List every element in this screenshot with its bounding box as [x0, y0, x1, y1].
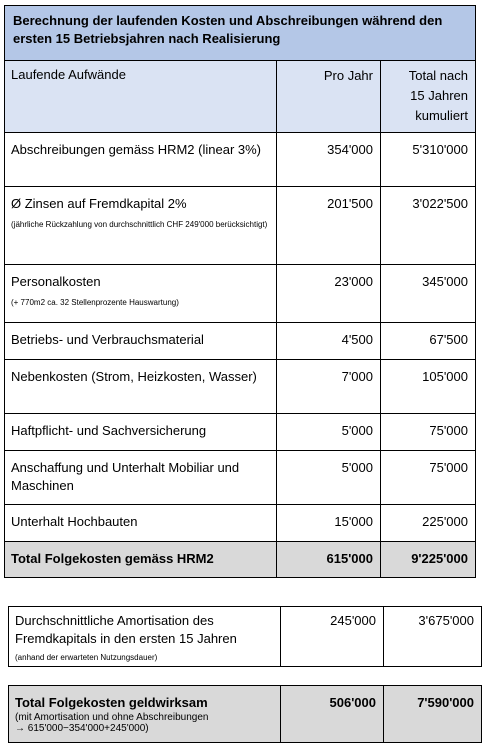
geldwirksam-sub1: (mit Amortisation und ohne Abschreibungen [15, 712, 209, 723]
row-total: 3'022'500 [381, 187, 476, 265]
row-label: Anschaffung und Unterhalt Mobiliar und Maschinen [5, 451, 277, 505]
geldwirksam-table [8, 685, 482, 743]
geldwirksam-label: Total Folgekosten geldwirksam [15, 695, 208, 710]
row-per-year: 23'000 [277, 265, 381, 323]
total-cumulative: 9'225'000 [381, 542, 476, 578]
row-total: 105'000 [381, 360, 476, 414]
geldwirksam-per-year: 506'000 [281, 686, 384, 743]
header-total-line1: Total nach [408, 68, 468, 83]
amortisation-note: (anhand der erwarteten Nutzungsdauer) [15, 653, 158, 662]
table-row [5, 265, 476, 323]
row-label: Betriebs- und Verbrauchsmaterial [5, 323, 277, 360]
header-col-total [381, 61, 476, 133]
geldwirksam-sub2: → 615'000−354'000+245'000) [15, 723, 149, 734]
total-per-year: 615'000 [277, 542, 381, 578]
row-note: (jährliche Rückzahlung von durchschnittlich CHF 249'000 berücksichtigt) [11, 220, 268, 229]
amortisation-label: Durchschnittliche Amortisation des Fremdkapitals in den ersten 15 Jahren [15, 613, 237, 646]
header-total-line2: 15 Jahren [410, 88, 468, 103]
row-total: 5'310'000 [381, 133, 476, 187]
table-row [5, 187, 476, 265]
header-col-label: Laufende Aufwände [5, 61, 277, 133]
header-row [5, 61, 476, 133]
row-per-year: 4'500 [277, 323, 381, 360]
row-per-year: 15'000 [277, 505, 381, 542]
amortisation-row [9, 607, 482, 667]
row-total: 345'000 [381, 265, 476, 323]
row-label-cell [5, 265, 277, 323]
row-label: Ø Zinsen auf Fremdkapital 2% [11, 196, 187, 211]
header-col-per-year: Pro Jahr [277, 61, 381, 133]
amortisation-per-year: 245'000 [281, 607, 384, 667]
table-row [5, 133, 476, 187]
row-per-year: 354'000 [277, 133, 381, 187]
table-row [5, 505, 476, 542]
table-row [5, 360, 476, 414]
row-label: Haftpflicht- und Sachversicherung [5, 414, 277, 451]
table-row [5, 323, 476, 360]
geldwirksam-label-cell [9, 686, 281, 743]
cost-table [4, 5, 476, 578]
row-per-year: 201'500 [277, 187, 381, 265]
geldwirksam-row [9, 686, 482, 743]
total-row [5, 542, 476, 578]
row-note: (+ 770m2 ca. 32 Stellenprozente Hauswartung) [11, 298, 179, 307]
amortisation-total: 3'675'000 [384, 607, 482, 667]
header-total-line3: kumuliert [415, 108, 468, 123]
row-per-year: 5'000 [277, 414, 381, 451]
table-title: Berechnung der laufenden Kosten und Abschreibungen während den ersten 15 Betriebsjahren nach Realisierung [5, 6, 476, 61]
amortisation-label-cell [9, 607, 281, 667]
row-label: Personalkosten [11, 274, 101, 289]
total-label: Total Folgekosten gemäss HRM2 [5, 542, 277, 578]
row-per-year: 7'000 [277, 360, 381, 414]
amortisation-table [8, 606, 482, 667]
table-row [5, 451, 476, 505]
geldwirksam-total: 7'590'000 [384, 686, 482, 743]
row-total: 67'500 [381, 323, 476, 360]
row-per-year: 5'000 [277, 451, 381, 505]
row-total: 75'000 [381, 451, 476, 505]
table-row [5, 414, 476, 451]
row-label: Unterhalt Hochbauten [5, 505, 277, 542]
row-total: 75'000 [381, 414, 476, 451]
row-label-cell [5, 187, 277, 265]
row-label: Abschreibungen gemäss HRM2 (linear 3%) [5, 133, 277, 187]
row-total: 225'000 [381, 505, 476, 542]
row-label: Nebenkosten (Strom, Heizkosten, Wasser) [5, 360, 277, 414]
